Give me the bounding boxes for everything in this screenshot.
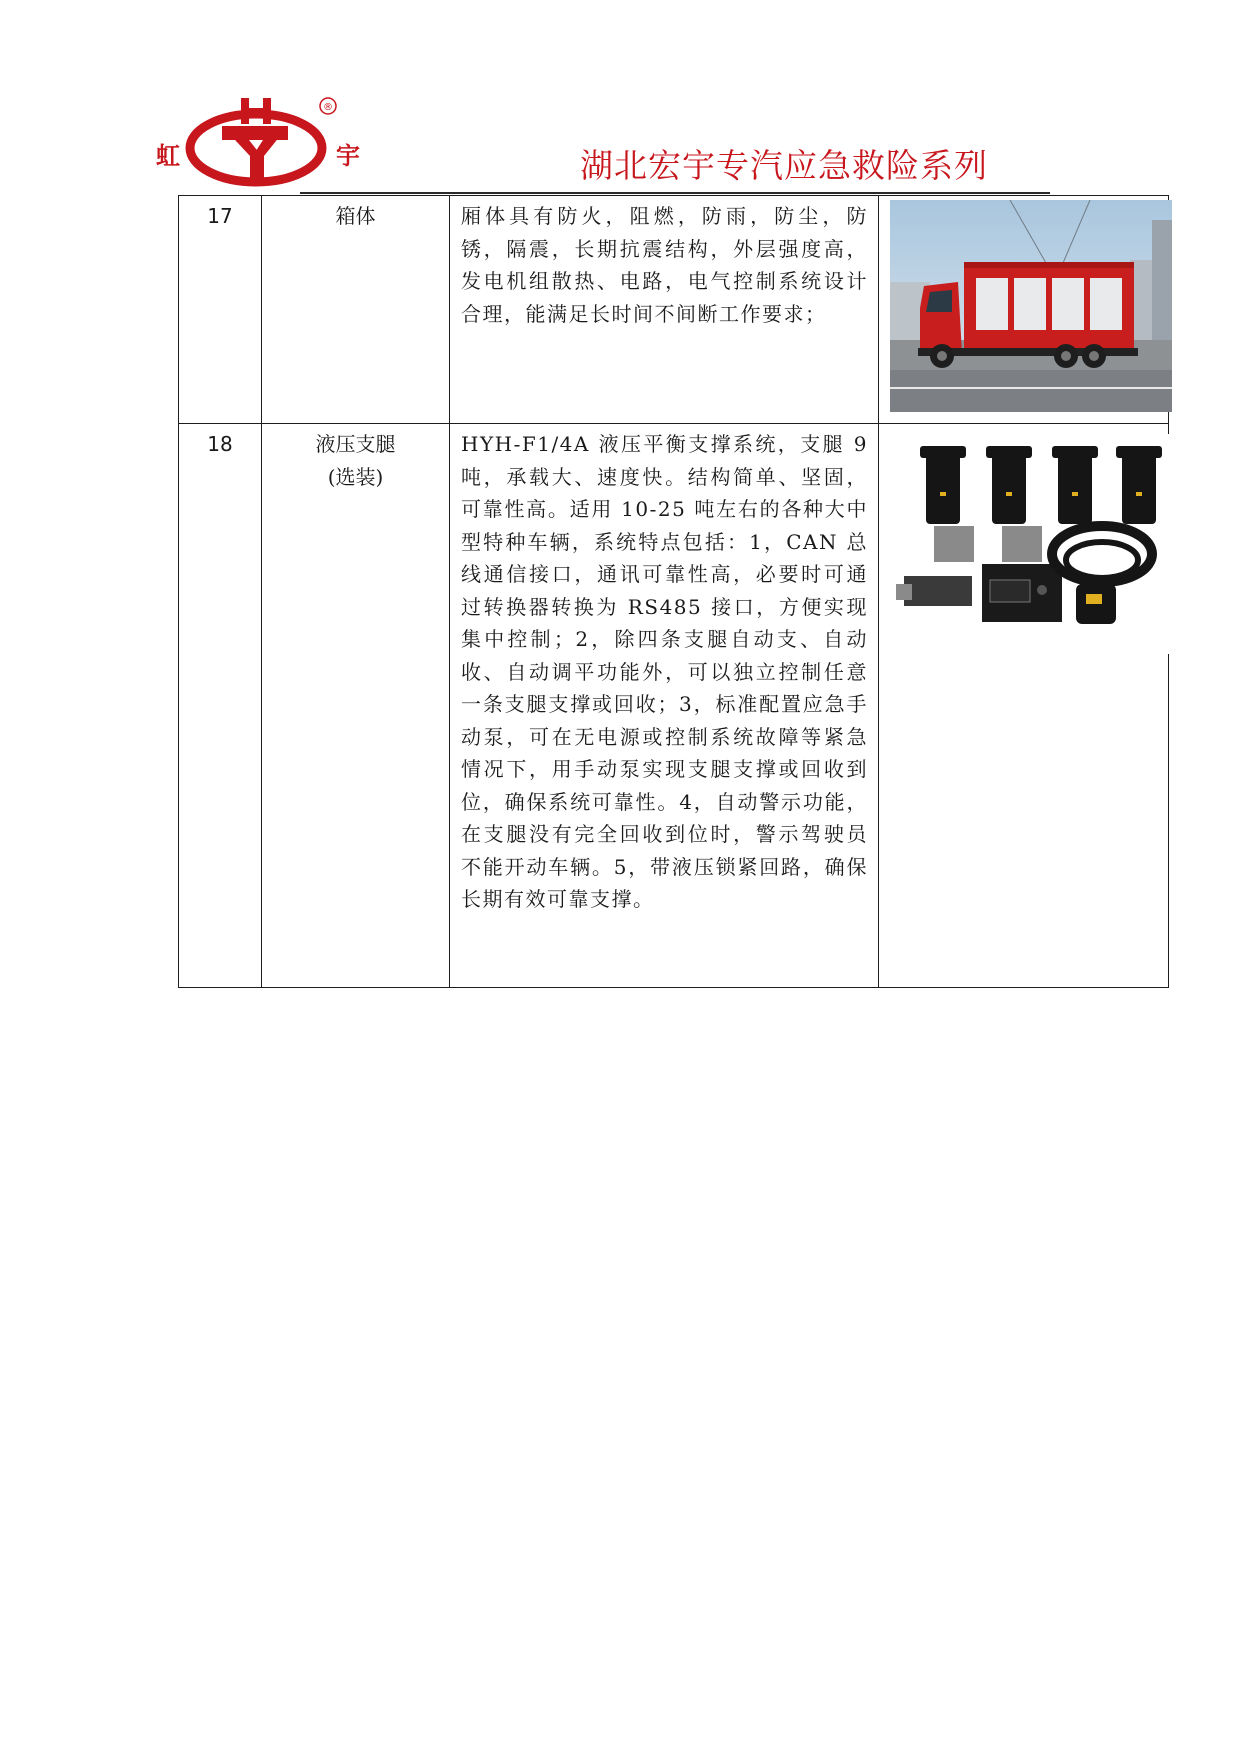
table-row (179, 424, 1169, 988)
item-name (262, 424, 450, 988)
truck-photo (890, 200, 1172, 412)
registered-mark: ® (323, 102, 333, 113)
logo-right-char: 宇 (336, 141, 360, 170)
item-image-cell (879, 196, 1169, 424)
item-name (262, 196, 450, 424)
spec-table (178, 195, 1169, 988)
item-name-text: 箱体 (335, 204, 376, 228)
page-header (0, 0, 1241, 195)
item-description: 厢体具有防火，阻燃，防雨，防尘，防锈，隔震，长期抗震结构，外层强度高，发电机组散热、电路，电气控制系统设计合理，能满足长时间不间断工作要求； (450, 196, 879, 424)
item-description: HYH-F1/4A 液压平衡支撑系统，支腿 9 吨，承载大、速度快。结构简单、坚固，可靠性高。适用 10-25 吨左右的各种大中型特种车辆，系统特点包括：1，CAN 总线通信接口，通讯可靠性高，必要时可通过转换器转换为 RS485 接口，方便实现集中控制；2，除四条支腿自动支、自动收、自动调平功能外，可以独立控制任意一条支腿支撑或回收；3，标准配置应急手动泵，可在无电源或控制系统故障等紧急情况下，用手动泵实现支腿支撑或回收到位，确保系统可靠性。4，自动警示功能，在支腿没有完全回收到位时，警示驾驶员不能开动车辆。5，带液压锁紧回路，确保长期有效可靠支撑。 (450, 424, 879, 988)
logo-left-char: 虹 (156, 141, 180, 170)
outrigger-photo (890, 434, 1170, 654)
item-name-note: (选装) (327, 464, 384, 489)
logo-mark (182, 96, 338, 188)
row-number: 18 (179, 424, 262, 988)
table-row (179, 196, 1169, 424)
item-image-cell (879, 424, 1169, 988)
item-name-text: 液压支腿 (315, 432, 396, 456)
company-series-title: 湖北宏宇专汽应急救险系列 (580, 146, 988, 185)
header-rule (300, 192, 1050, 194)
row-number: 17 (179, 196, 262, 424)
company-logo (150, 90, 360, 190)
